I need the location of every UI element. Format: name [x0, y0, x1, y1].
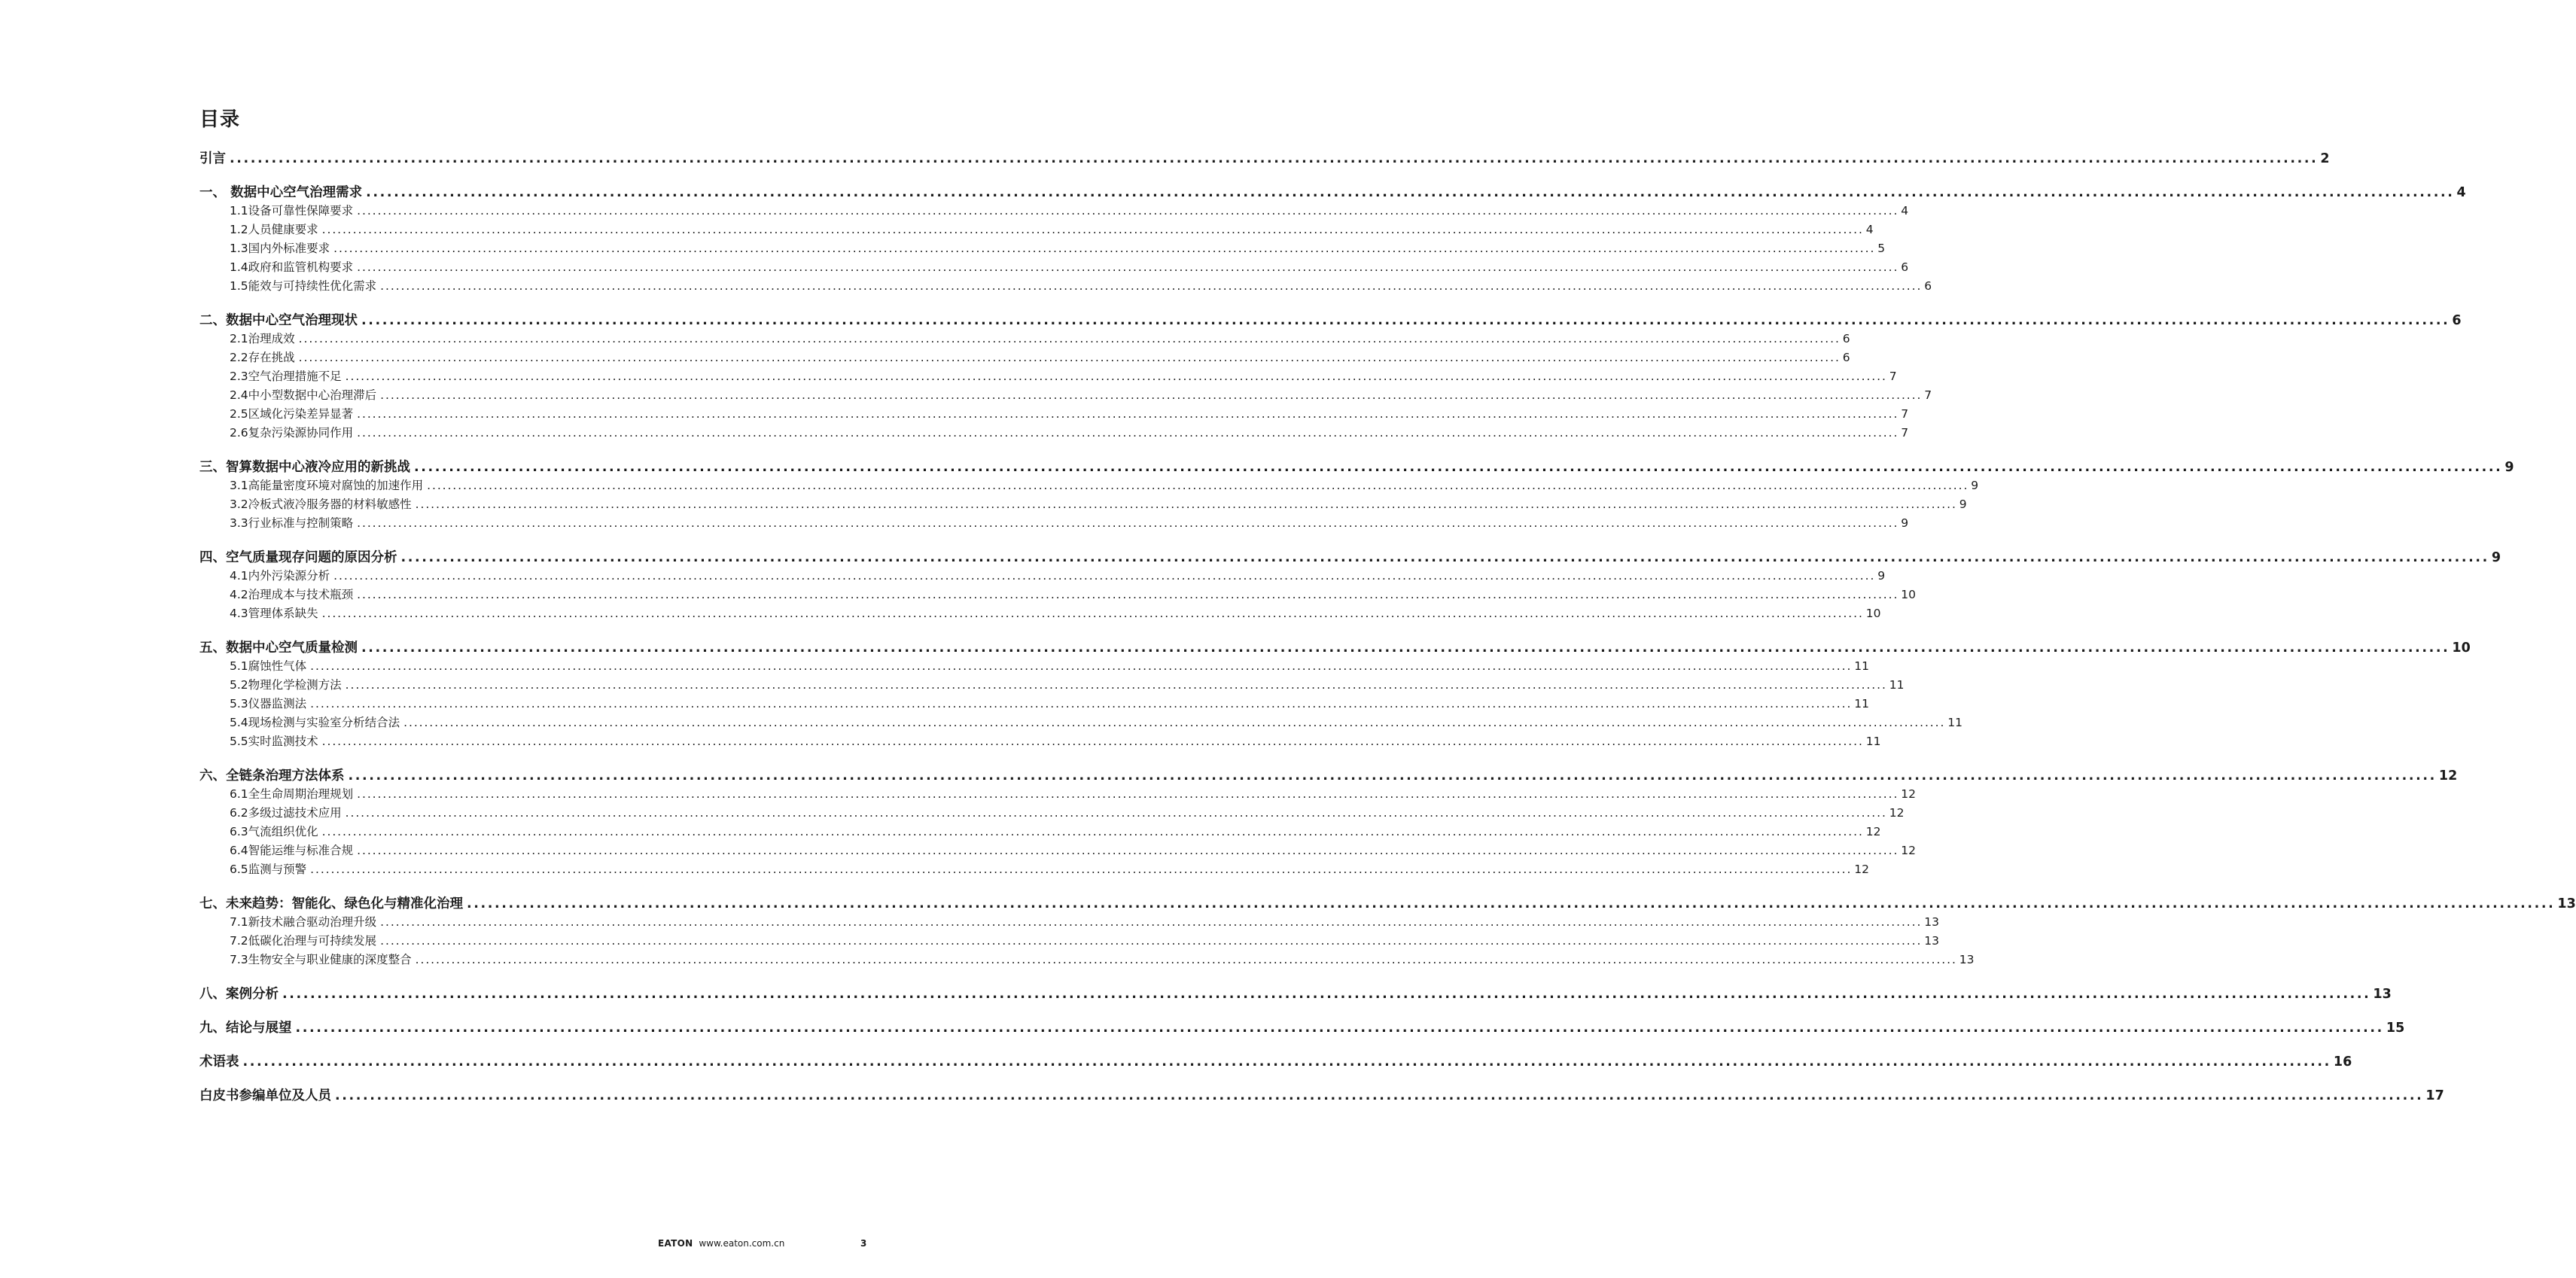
toc-subsection-number: 1.3 — [230, 242, 248, 255]
toc-subsection-page: 5 — [1877, 242, 1886, 255]
dot-leader: ............................................................................................................................................................................................................................................................................................................ — [380, 388, 1923, 402]
dot-leader: ............................................................................................................................................................................................................................................................................................................ — [348, 768, 2437, 784]
toc-subsection[interactable] — [230, 330, 1850, 346]
toc-subsection[interactable] — [230, 348, 1850, 365]
dot-leader: ............................................................................................................................................................................................................................................................................................................ — [321, 607, 1864, 620]
dot-leader: ............................................................................................................................................................................................................................................................................................................ — [333, 242, 1876, 255]
dot-leader: ............................................................................................................................................................................................................................................................................................................ — [282, 987, 2371, 1002]
dot-leader: ............................................................................................................................................................................................................................................................................................................ — [357, 260, 1899, 274]
footer-brand: EATON — [658, 1238, 693, 1249]
toc-subsection-page: 6 — [1842, 332, 1850, 345]
toc-subsection-number: 5.4 — [230, 716, 248, 729]
toc-subsection-page: 11 — [1947, 716, 1963, 729]
toc-subsection-page: 7 — [1889, 370, 1897, 383]
toc-chapter-title: 引言 — [199, 151, 226, 166]
toc-chapter[interactable] — [199, 310, 2462, 329]
toc-subsection[interactable] — [230, 804, 1905, 820]
dot-leader: ............................................................................................................................................................................................................................................................................................................ — [361, 641, 2450, 656]
toc-chapter[interactable] — [199, 182, 2466, 201]
dot-leader: ............................................................................................................................................................................................................................................................................................................ — [310, 659, 1853, 673]
toc-subsection-number: 1.1 — [230, 204, 248, 218]
dot-leader: ............................................................................................................................................................................................................................................................................................................ — [335, 1088, 2424, 1103]
toc-subsection-page: 11 — [1854, 697, 1870, 711]
toc-subsection-title: 存在挑战 — [248, 351, 295, 364]
dot-leader: ............................................................................................................................................................................................................................................................................................................ — [345, 678, 1887, 692]
toc-subsection-page: 9 — [1877, 569, 1886, 583]
toc-subsection-page: 12 — [1854, 863, 1870, 876]
toc-chapter-page: 10 — [2452, 641, 2471, 656]
toc-chapter-page: 2 — [2320, 151, 2330, 166]
toc-subsection-number: 2.4 — [230, 388, 248, 402]
dot-leader: ............................................................................................................................................................................................................................................................................................................ — [298, 332, 1841, 345]
toc-subsection[interactable] — [230, 514, 1909, 531]
dot-leader: ............................................................................................................................................................................................................................................................................................................ — [357, 588, 1899, 601]
toc-subsection-page: 4 — [1865, 223, 1874, 236]
dot-leader: ............................................................................................................................................................................................................................................................................................................ — [366, 185, 2455, 200]
toc-chapter-page: 12 — [2438, 768, 2458, 784]
toc-subsection-number: 5.2 — [230, 678, 248, 692]
toc-subsection[interactable] — [230, 604, 1881, 621]
toc-subsection-number: 6.2 — [230, 806, 248, 820]
toc-subsection-number: 4.1 — [230, 569, 248, 583]
footer-page-number: 3 — [860, 1238, 867, 1249]
toc-chapter-page: 13 — [2557, 896, 2576, 911]
toc-subsection-title: 设备可靠性保障要求 — [248, 204, 354, 218]
toc-subsection[interactable] — [230, 567, 1886, 583]
toc-subsection-number: 6.4 — [230, 844, 248, 857]
dot-leader: ............................................................................................................................................................................................................................................................................................................ — [310, 697, 1853, 711]
toc-subsection[interactable] — [230, 239, 1886, 256]
dot-leader: ............................................................................................................................................................................................................................................................................................................ — [403, 716, 1946, 729]
toc-subsection-page: 9 — [1901, 516, 1909, 530]
toc-subsection-title: 人员健康要求 — [248, 223, 318, 236]
toc-subsection-number: 3.2 — [230, 498, 248, 511]
toc-subsection[interactable] — [230, 277, 1932, 294]
toc-chapter[interactable] — [199, 984, 2392, 1003]
toc-subsection-number: 2.5 — [230, 407, 248, 421]
dot-leader: ............................................................................................................................................................................................................................................................................................................ — [400, 550, 2489, 565]
toc-chapter[interactable] — [199, 1051, 2352, 1070]
toc-subsection-number: 7.3 — [230, 953, 248, 966]
toc-subsection-title: 管理体系缺失 — [248, 607, 318, 620]
toc-subsection[interactable] — [230, 676, 1905, 692]
toc-subsection-page: 9 — [1971, 479, 1979, 492]
dot-leader: ............................................................................................................................................................................................................................................................................................................ — [357, 426, 1899, 440]
toc-subsection[interactable] — [230, 841, 1917, 858]
toc-subsection[interactable] — [230, 221, 1874, 237]
toc-subsection-number: 5.3 — [230, 697, 248, 711]
toc-subsection-page: 11 — [1865, 735, 1881, 748]
dot-leader: ............................................................................................................................................................................................................................................................................................................ — [242, 1054, 2331, 1070]
toc-subsection[interactable] — [230, 367, 1897, 384]
dot-leader: ............................................................................................................................................................................................................................................................................................................ — [380, 915, 1923, 929]
toc-subsection-title: 气流组织优化 — [248, 825, 318, 838]
toc-subsection-title: 区域化污染差异显著 — [248, 407, 354, 421]
toc-subsection-page: 7 — [1901, 407, 1909, 421]
toc-subsection-title: 行业标准与控制策略 — [248, 516, 354, 530]
dot-leader: ............................................................................................................................................................................................................................................................................................................ — [357, 844, 1899, 857]
toc-chapter[interactable] — [199, 547, 2501, 566]
toc-chapter-page: 9 — [2491, 550, 2501, 565]
toc-subsection-title: 监测与预警 — [248, 863, 307, 876]
toc-subsection-title: 智能运维与标准合规 — [248, 844, 354, 857]
dot-leader: ............................................................................................................................................................................................................................................................................................................ — [357, 516, 1899, 530]
toc-subsection-page: 12 — [1889, 806, 1905, 820]
toc-subsection-title: 国内外标准要求 — [248, 242, 330, 255]
toc-subsection-title: 能效与可持续性优化需求 — [248, 279, 377, 293]
toc-subsection[interactable] — [230, 657, 1870, 674]
toc-subsection-number: 6.5 — [230, 863, 248, 876]
toc-chapter-title: 二、数据中心空气治理现状 — [199, 313, 358, 328]
toc-subsection[interactable] — [230, 424, 1909, 440]
dot-leader: ............................................................................................................................................................................................................................................................................................................ — [345, 806, 1887, 820]
toc-subsection-title: 内外污染源分析 — [248, 569, 330, 583]
toc-subsection[interactable] — [230, 951, 1975, 967]
toc-subsection-title: 多级过滤技术应用 — [248, 806, 342, 820]
toc-chapter-page: 17 — [2425, 1088, 2444, 1103]
toc-subsection[interactable] — [230, 258, 1909, 275]
toc-subsection-page: 12 — [1865, 825, 1881, 838]
toc-chapter-page: 13 — [2373, 987, 2392, 1002]
toc-subsection-number: 4.3 — [230, 607, 248, 620]
toc-subsection-number: 5.5 — [230, 735, 248, 748]
toc-chapter-title: 三、智算数据中心液冷应用的新挑战 — [199, 460, 410, 475]
toc-subsection[interactable] — [230, 586, 1917, 602]
toc-chapter-title: 四、空气质量现存问题的原因分析 — [199, 550, 397, 565]
toc-subsection-page: 4 — [1901, 204, 1909, 218]
toc-subsection-title: 生物安全与职业健康的深度整合 — [248, 953, 412, 966]
toc-subsection-number: 3.3 — [230, 516, 248, 530]
toc-subsection-number: 2.2 — [230, 351, 248, 364]
toc-subsection-page: 6 — [1924, 279, 1932, 293]
dot-leader: ............................................................................................................................................................................................................................................................................................................ — [414, 460, 2503, 475]
toc-subsection-number: 1.5 — [230, 279, 248, 293]
dot-leader: ............................................................................................................................................................................................................................................................................................................ — [321, 223, 1864, 236]
toc-subsection[interactable] — [230, 823, 1881, 839]
toc-chapter[interactable] — [199, 1018, 2405, 1036]
toc-chapter-page: 9 — [2504, 460, 2514, 475]
toc-subsection-title: 现场检测与实验室分析结合法 — [248, 716, 400, 729]
toc-subsection-page: 6 — [1842, 351, 1850, 364]
dot-leader: ............................................................................................................................................................................................................................................................................................................ — [361, 313, 2450, 328]
toc-subsection[interactable] — [230, 386, 1932, 403]
dot-leader: ............................................................................................................................................................................................................................................................................................................ — [357, 407, 1899, 421]
toc-subsection-page: 11 — [1854, 659, 1870, 673]
dot-leader: ............................................................................................................................................................................................................................................................................................................ — [415, 498, 1957, 511]
toc-subsection-title: 低碳化治理与可持续发展 — [248, 934, 377, 948]
toc-subsection[interactable] — [230, 495, 1967, 512]
toc-chapter-title: 五、数据中心空气质量检测 — [199, 641, 358, 656]
toc-chapter-title: 八、案例分析 — [199, 987, 279, 1002]
dot-leader: ............................................................................................................................................................................................................................................................................................................ — [357, 204, 1899, 218]
toc-chapter-page: 15 — [2386, 1021, 2405, 1036]
toc-subsection-page: 7 — [1901, 426, 1909, 440]
toc-subsection-title: 冷板式液冷服务器的材料敏感性 — [248, 498, 412, 511]
footer — [658, 1238, 784, 1249]
dot-leader: ............................................................................................................................................................................................................................................................................................................ — [321, 825, 1864, 838]
toc-subsection[interactable] — [230, 785, 1917, 802]
toc-chapter[interactable] — [199, 637, 2471, 656]
toc-subsection[interactable] — [230, 202, 1909, 218]
toc-chapter[interactable] — [199, 148, 2330, 167]
dot-leader: ............................................................................................................................................................................................................................................................................................................ — [321, 735, 1864, 748]
toc-subsection-title: 政府和监管机构要求 — [248, 260, 354, 274]
toc-chapter-title: 术语表 — [199, 1054, 239, 1070]
page-title: 目录 — [199, 108, 241, 131]
toc-subsection-page: 12 — [1901, 787, 1917, 801]
dot-leader: ............................................................................................................................................................................................................................................................................................................ — [467, 896, 2556, 911]
toc-subsection-page: 9 — [1959, 498, 1967, 511]
dot-leader: ............................................................................................................................................................................................................................................................................................................ — [380, 279, 1923, 293]
toc-subsection-number: 3.1 — [230, 479, 248, 492]
toc-subsection-title: 中小型数据中心治理滞后 — [248, 388, 377, 402]
toc-chapter-page: 6 — [2452, 313, 2462, 328]
dot-leader: ............................................................................................................................................................................................................................................................................................................ — [295, 1021, 2384, 1036]
dot-leader: ............................................................................................................................................................................................................................................................................................................ — [357, 787, 1899, 801]
toc-subsection-number: 4.2 — [230, 588, 248, 601]
toc-subsection-title: 治理成本与技术瓶颈 — [248, 588, 354, 601]
toc-subsection-page: 7 — [1924, 388, 1932, 402]
toc-subsection-number: 7.1 — [230, 915, 248, 929]
toc-subsection-title: 实时监测技术 — [248, 735, 318, 748]
toc-chapter-title: 九、结论与展望 — [199, 1021, 292, 1036]
toc-subsection-title: 空气治理措施不足 — [248, 370, 342, 383]
toc-subsection-page: 10 — [1901, 588, 1917, 601]
toc-subsection-page: 12 — [1901, 844, 1917, 857]
dot-leader: ............................................................................................................................................................................................................................................................................................................ — [310, 863, 1853, 876]
toc-chapter-title: 七、未来趋势：智能化、绿色化与精准化治理 — [199, 896, 463, 911]
toc-subsection-page: 13 — [1959, 953, 1975, 966]
dot-leader: ............................................................................................................................................................................................................................................................................................................ — [298, 351, 1841, 364]
toc-chapter-title: 一、 数据中心空气治理需求 — [199, 185, 363, 200]
toc-chapter-title: 六、全链条治理方法体系 — [199, 768, 345, 784]
dot-leader: ............................................................................................................................................................................................................................................................................................................ — [415, 953, 1957, 966]
toc-subsection-title: 仪器监测法 — [248, 697, 307, 711]
toc-subsection-number: 2.1 — [230, 332, 248, 345]
dot-leader: ............................................................................................................................................................................................................................................................................................................ — [230, 151, 2319, 166]
toc-subsection[interactable] — [230, 405, 1909, 421]
toc-subsection-title: 复杂污染源协同作用 — [248, 426, 354, 440]
toc-subsection-page: 13 — [1924, 934, 1940, 948]
toc-subsection-number: 6.3 — [230, 825, 248, 838]
toc-subsection[interactable] — [230, 714, 1963, 730]
toc-subsection-title: 高能量密度环境对腐蚀的加速作用 — [248, 479, 424, 492]
toc-subsection-title: 腐蚀性气体 — [248, 659, 307, 673]
toc-chapter[interactable] — [199, 457, 2514, 476]
toc-subsection-number: 2.6 — [230, 426, 248, 440]
dot-leader: ............................................................................................................................................................................................................................................................................................................ — [345, 370, 1887, 383]
toc-chapter-title: 白皮书参编单位及人员 — [199, 1088, 331, 1103]
toc-chapter-page: 4 — [2456, 185, 2466, 200]
toc-chapter[interactable] — [199, 765, 2458, 784]
toc-subsection-number: 2.3 — [230, 370, 248, 383]
toc-subsection-number: 1.4 — [230, 260, 248, 274]
dot-leader: ............................................................................................................................................................................................................................................................................................................ — [333, 569, 1876, 583]
toc-chapter[interactable] — [199, 893, 2576, 912]
dot-leader: ............................................................................................................................................................................................................................................................................................................ — [380, 934, 1923, 948]
toc-subsection-number: 7.2 — [230, 934, 248, 948]
toc-chapter[interactable] — [199, 1085, 2444, 1104]
toc-subsection-page: 13 — [1924, 915, 1940, 929]
toc-subsection[interactable] — [230, 860, 1870, 877]
toc-subsection[interactable] — [230, 476, 1979, 493]
toc-subsection-title: 物理化学检测方法 — [248, 678, 342, 692]
toc-subsection-number: 6.1 — [230, 787, 248, 801]
toc-subsection-number: 5.1 — [230, 659, 248, 673]
toc-subsection[interactable] — [230, 732, 1881, 749]
toc-subsection-page: 6 — [1901, 260, 1909, 274]
toc-subsection-page: 11 — [1889, 678, 1905, 692]
toc-subsection-title: 全生命周期治理规划 — [248, 787, 354, 801]
toc-subsection-number: 1.2 — [230, 223, 248, 236]
toc-subsection-title: 新技术融合驱动治理升级 — [248, 915, 377, 929]
footer-url[interactable]: www.eaton.com.cn — [699, 1238, 785, 1249]
toc-subsection[interactable] — [230, 913, 1940, 930]
dot-leader: ............................................................................................................................................................................................................................................................................................................ — [427, 479, 1969, 492]
toc-subsection-title: 治理成效 — [248, 332, 295, 345]
toc-subsection[interactable] — [230, 932, 1940, 948]
toc-chapter-page: 16 — [2333, 1054, 2352, 1070]
toc-subsection[interactable] — [230, 695, 1870, 711]
toc-subsection-page: 10 — [1865, 607, 1881, 620]
